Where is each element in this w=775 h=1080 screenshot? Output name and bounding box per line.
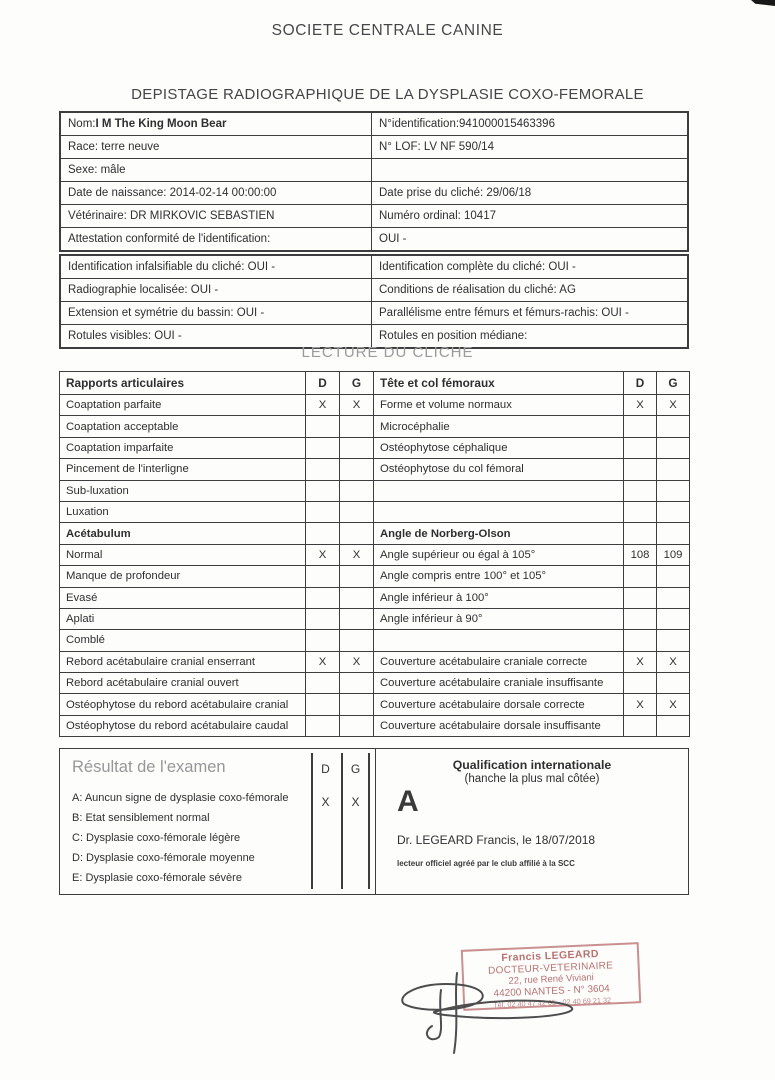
table-cell	[657, 523, 690, 544]
table-cell	[374, 630, 624, 651]
table-cell: X	[306, 651, 340, 672]
table-cell: Rebord acétabulaire cranial enserrant	[60, 651, 306, 672]
table-cell	[306, 416, 340, 437]
table-cell	[306, 630, 340, 651]
table-cell	[372, 228, 687, 250]
result-title: Résultat de l'examen	[72, 758, 226, 776]
cell-text: Conditions de réalisation du cliché: AG	[379, 284, 576, 296]
table-cell	[657, 673, 690, 694]
table-cell	[306, 715, 340, 736]
cell-text: N° LOF: LV NF 590/14	[379, 141, 494, 153]
table-cell	[340, 566, 374, 587]
table-cell: Comblé	[60, 630, 306, 651]
table-row	[61, 113, 687, 135]
table-cell	[624, 673, 657, 694]
column-header: Rapports articulaires	[60, 372, 306, 395]
result-col-g: G	[350, 762, 361, 776]
page-title: SOCIETE CENTRALE CANINE	[271, 22, 504, 39]
table-row	[60, 523, 690, 544]
table-row	[61, 301, 687, 324]
stamp-line: 22, rue René Viviani	[508, 972, 595, 987]
info-segment	[59, 254, 689, 349]
table-row	[61, 181, 687, 204]
table-cell: Coaptation parfaite	[60, 395, 306, 416]
table-cell: Ostéophytose du rebord acétabulaire caudal	[60, 715, 306, 736]
table-cell	[657, 715, 690, 736]
table-cell	[657, 416, 690, 437]
table-cell: Forme et volume normaux	[374, 395, 624, 416]
table-cell: X	[624, 651, 657, 672]
table-row	[60, 608, 690, 629]
cell-text: Numéro ordinal: 10417	[379, 210, 496, 222]
table-cell: Acétabulum	[60, 523, 306, 544]
cell-text: Date de naissance: 2014-02-14 00:00:00	[68, 187, 277, 199]
table-row	[61, 135, 687, 158]
table-row	[61, 204, 687, 227]
table-cell	[372, 182, 687, 204]
document-title: DEPISTAGE RADIOGRAPHIQUE DE LA DYSPLASIE COXO-FEMORALE	[131, 86, 644, 103]
table-cell	[657, 437, 690, 458]
stamp-line: DOCTEUR-VETERINAIRE	[487, 959, 614, 977]
table-cell	[624, 480, 657, 501]
table-cell	[61, 113, 372, 135]
table-cell: 108	[624, 544, 657, 565]
table-cell	[657, 566, 690, 587]
qualification-subtitle: (hanche la plus mal côtée)	[464, 773, 600, 785]
result-option: A: Auncun signe de dysplasie coxo-fémorale	[72, 792, 289, 804]
stamp-line: 44200 NANTES - N° 3604	[493, 982, 610, 1000]
result-mark-d: X	[321, 795, 330, 809]
cell-text: Nom:	[68, 118, 96, 130]
table-row	[60, 416, 690, 437]
cell-text: Date prise du cliché: 29/06/18	[379, 187, 532, 199]
table-row	[60, 630, 690, 651]
table-cell: Couverture acétabulaire craniale insuffisante	[374, 673, 624, 694]
table-cell	[657, 459, 690, 480]
table-cell	[340, 608, 374, 629]
cell-text: Identification complète du cliché: OUI -	[379, 261, 576, 273]
table-cell	[657, 587, 690, 608]
table-cell	[374, 480, 624, 501]
table-cell: Couverture acétabulaire dorsale correcte	[374, 694, 624, 715]
table-cell	[372, 279, 687, 301]
table-row	[60, 459, 690, 480]
column-header: Tête et col fémoraux	[374, 372, 624, 395]
table-cell	[374, 501, 624, 522]
table-cell	[306, 673, 340, 694]
cell-text: Attestation conformité de l'identification:	[68, 233, 271, 245]
table-cell	[340, 459, 374, 480]
table-row	[60, 501, 690, 522]
cell-text: Race: terre neuve	[68, 141, 160, 153]
scan-corner-artifact	[751, 0, 775, 6]
table-cell	[340, 715, 374, 736]
table-cell	[306, 501, 340, 522]
column-header-g: G	[657, 372, 690, 395]
table-row	[60, 395, 690, 416]
table-cell	[624, 566, 657, 587]
cell-text: Parallélisme entre fémurs et fémurs-rachis: OUI -	[379, 307, 629, 319]
table-row	[61, 278, 687, 301]
lecture-tbody	[60, 395, 690, 737]
table-cell: X	[624, 694, 657, 715]
result-option: E: Dysplasie coxo-fémorale sévère	[72, 872, 242, 884]
qualification-panel	[375, 749, 688, 894]
column-header-g: G	[340, 372, 374, 395]
table-cell	[306, 566, 340, 587]
table-cell	[61, 256, 372, 278]
table-cell	[624, 715, 657, 736]
table-cell: Ostéophytose du col fémoral	[374, 459, 624, 480]
table-cell	[657, 608, 690, 629]
signature	[388, 970, 593, 1055]
table-cell: Sub-luxation	[60, 480, 306, 501]
table-cell	[372, 256, 687, 278]
qualification-note: lecteur officiel agréé par le club affilié à la SCC	[397, 859, 575, 868]
table-cell	[306, 459, 340, 480]
table-row	[60, 566, 690, 587]
table-cell	[372, 113, 687, 135]
table-cell	[340, 673, 374, 694]
table-cell	[61, 205, 372, 227]
table-cell: X	[657, 651, 690, 672]
table-cell: Coaptation imparfaite	[60, 437, 306, 458]
result-option: D: Dysplasie coxo-fémorale moyenne	[72, 852, 255, 864]
table-cell	[657, 480, 690, 501]
table-cell: Couverture acétabulaire craniale correcte	[374, 651, 624, 672]
table-row	[60, 437, 690, 458]
table-row	[60, 651, 690, 672]
table-header-row	[60, 372, 690, 395]
table-cell	[61, 182, 372, 204]
table-cell: X	[657, 395, 690, 416]
column-header-d: D	[306, 372, 340, 395]
table-cell: Couverture acétabulaire dorsale insuffisante	[374, 715, 624, 736]
table-cell	[61, 302, 372, 324]
qualification-title: Qualification internationale	[452, 758, 612, 772]
qualification-grade: A	[397, 785, 419, 818]
table-cell: X	[340, 395, 374, 416]
cell-text: Rotules visibles: OUI -	[68, 330, 182, 342]
table-cell: X	[340, 544, 374, 565]
table-cell	[61, 228, 372, 250]
table-cell	[624, 523, 657, 544]
table-cell	[624, 630, 657, 651]
info-table	[59, 111, 689, 351]
table-cell: Manque de profondeur	[60, 566, 306, 587]
table-cell	[306, 437, 340, 458]
cell-text: N°identification:941000015463396	[379, 118, 555, 130]
table-row	[60, 673, 690, 694]
cell-text: Radiographie localisée: OUI -	[68, 284, 219, 296]
cell-text: Sexe: mâle	[68, 164, 126, 176]
table-cell: 109	[657, 544, 690, 565]
lecture-table	[59, 371, 690, 737]
table-cell: Microcéphalie	[374, 416, 624, 437]
result-col-d: D	[321, 762, 330, 776]
table-cell	[624, 459, 657, 480]
table-cell	[624, 608, 657, 629]
table-cell	[340, 416, 374, 437]
table-cell	[372, 159, 687, 181]
table-cell	[340, 480, 374, 501]
table-row	[60, 587, 690, 608]
cell-text: I M The King Moon Bear	[95, 118, 227, 130]
table-cell	[372, 136, 687, 158]
table-cell: Rebord acétabulaire cranial ouvert	[60, 673, 306, 694]
table-cell: X	[657, 694, 690, 715]
info-segment	[59, 111, 689, 252]
result-box	[59, 748, 689, 895]
table-cell: Angle supérieur ou égal à 105°	[374, 544, 624, 565]
table-cell	[340, 437, 374, 458]
table-cell: X	[306, 544, 340, 565]
table-cell	[624, 501, 657, 522]
result-option: C: Dysplasie coxo-fémorale légère	[72, 832, 241, 844]
table-cell	[340, 501, 374, 522]
table-cell: Ostéophytose du rebord acétabulaire cranial	[60, 694, 306, 715]
table-cell	[372, 205, 687, 227]
cell-text: Rotules en position médiane:	[379, 330, 528, 342]
table-cell: Ostéophytose céphalique	[374, 437, 624, 458]
table-cell: Angle inférieur à 100°	[374, 587, 624, 608]
table-cell	[306, 608, 340, 629]
table-cell: Aplati	[60, 608, 306, 629]
lecture-section-title: LECTURE DU CLICHE	[301, 344, 474, 361]
table-cell	[372, 302, 687, 324]
table-cell: Normal	[60, 544, 306, 565]
cell-text: Extension et symétrie du bassin: OUI -	[68, 307, 265, 319]
table-cell	[624, 437, 657, 458]
table-cell: Angle inférieur à 90°	[374, 608, 624, 629]
table-row	[61, 227, 687, 250]
table-cell: X	[340, 651, 374, 672]
table-cell	[340, 587, 374, 608]
table-cell: Luxation	[60, 501, 306, 522]
table-cell	[657, 630, 690, 651]
table-cell: Angle de Norberg-Olson	[374, 523, 624, 544]
table-cell	[61, 159, 372, 181]
qualification-signatory: Dr. LEGEARD Francis, le 18/07/2018	[397, 833, 596, 847]
table-cell	[657, 501, 690, 522]
table-cell	[624, 416, 657, 437]
table-cell: Coaptation acceptable	[60, 416, 306, 437]
table-cell	[306, 523, 340, 544]
table-cell	[624, 587, 657, 608]
cell-text: Vétérinaire: DR MIRKOVIC SEBASTIEN	[68, 210, 275, 222]
table-row	[60, 544, 690, 565]
table-cell	[306, 694, 340, 715]
table-cell	[61, 136, 372, 158]
table-cell: Pincement de l'interligne	[60, 459, 306, 480]
cell-text: OUI -	[379, 233, 407, 245]
table-row	[60, 694, 690, 715]
table-cell: X	[624, 395, 657, 416]
table-cell: Evasé	[60, 587, 306, 608]
table-cell: Angle compris entre 100° et 105°	[374, 566, 624, 587]
table-cell	[340, 523, 374, 544]
table-row	[60, 715, 690, 736]
table-row	[61, 256, 687, 278]
table-cell	[306, 480, 340, 501]
table-row	[61, 158, 687, 181]
table-cell	[61, 279, 372, 301]
table-cell	[340, 630, 374, 651]
cell-text: Identification infalsifiable du cliché: OUI -	[68, 261, 276, 273]
table-cell	[340, 694, 374, 715]
table-cell: X	[306, 395, 340, 416]
table-cell	[306, 587, 340, 608]
result-option: B: Etat sensiblement normal	[72, 812, 210, 824]
stamp-line: Tél. 02 40 47 42 05 - 02 40 69 21 32	[492, 995, 612, 1010]
column-header-d: D	[624, 372, 657, 395]
table-row	[60, 480, 690, 501]
stamp-line: Francis LEGEARD	[501, 947, 600, 965]
result-mark-g: X	[351, 795, 360, 809]
